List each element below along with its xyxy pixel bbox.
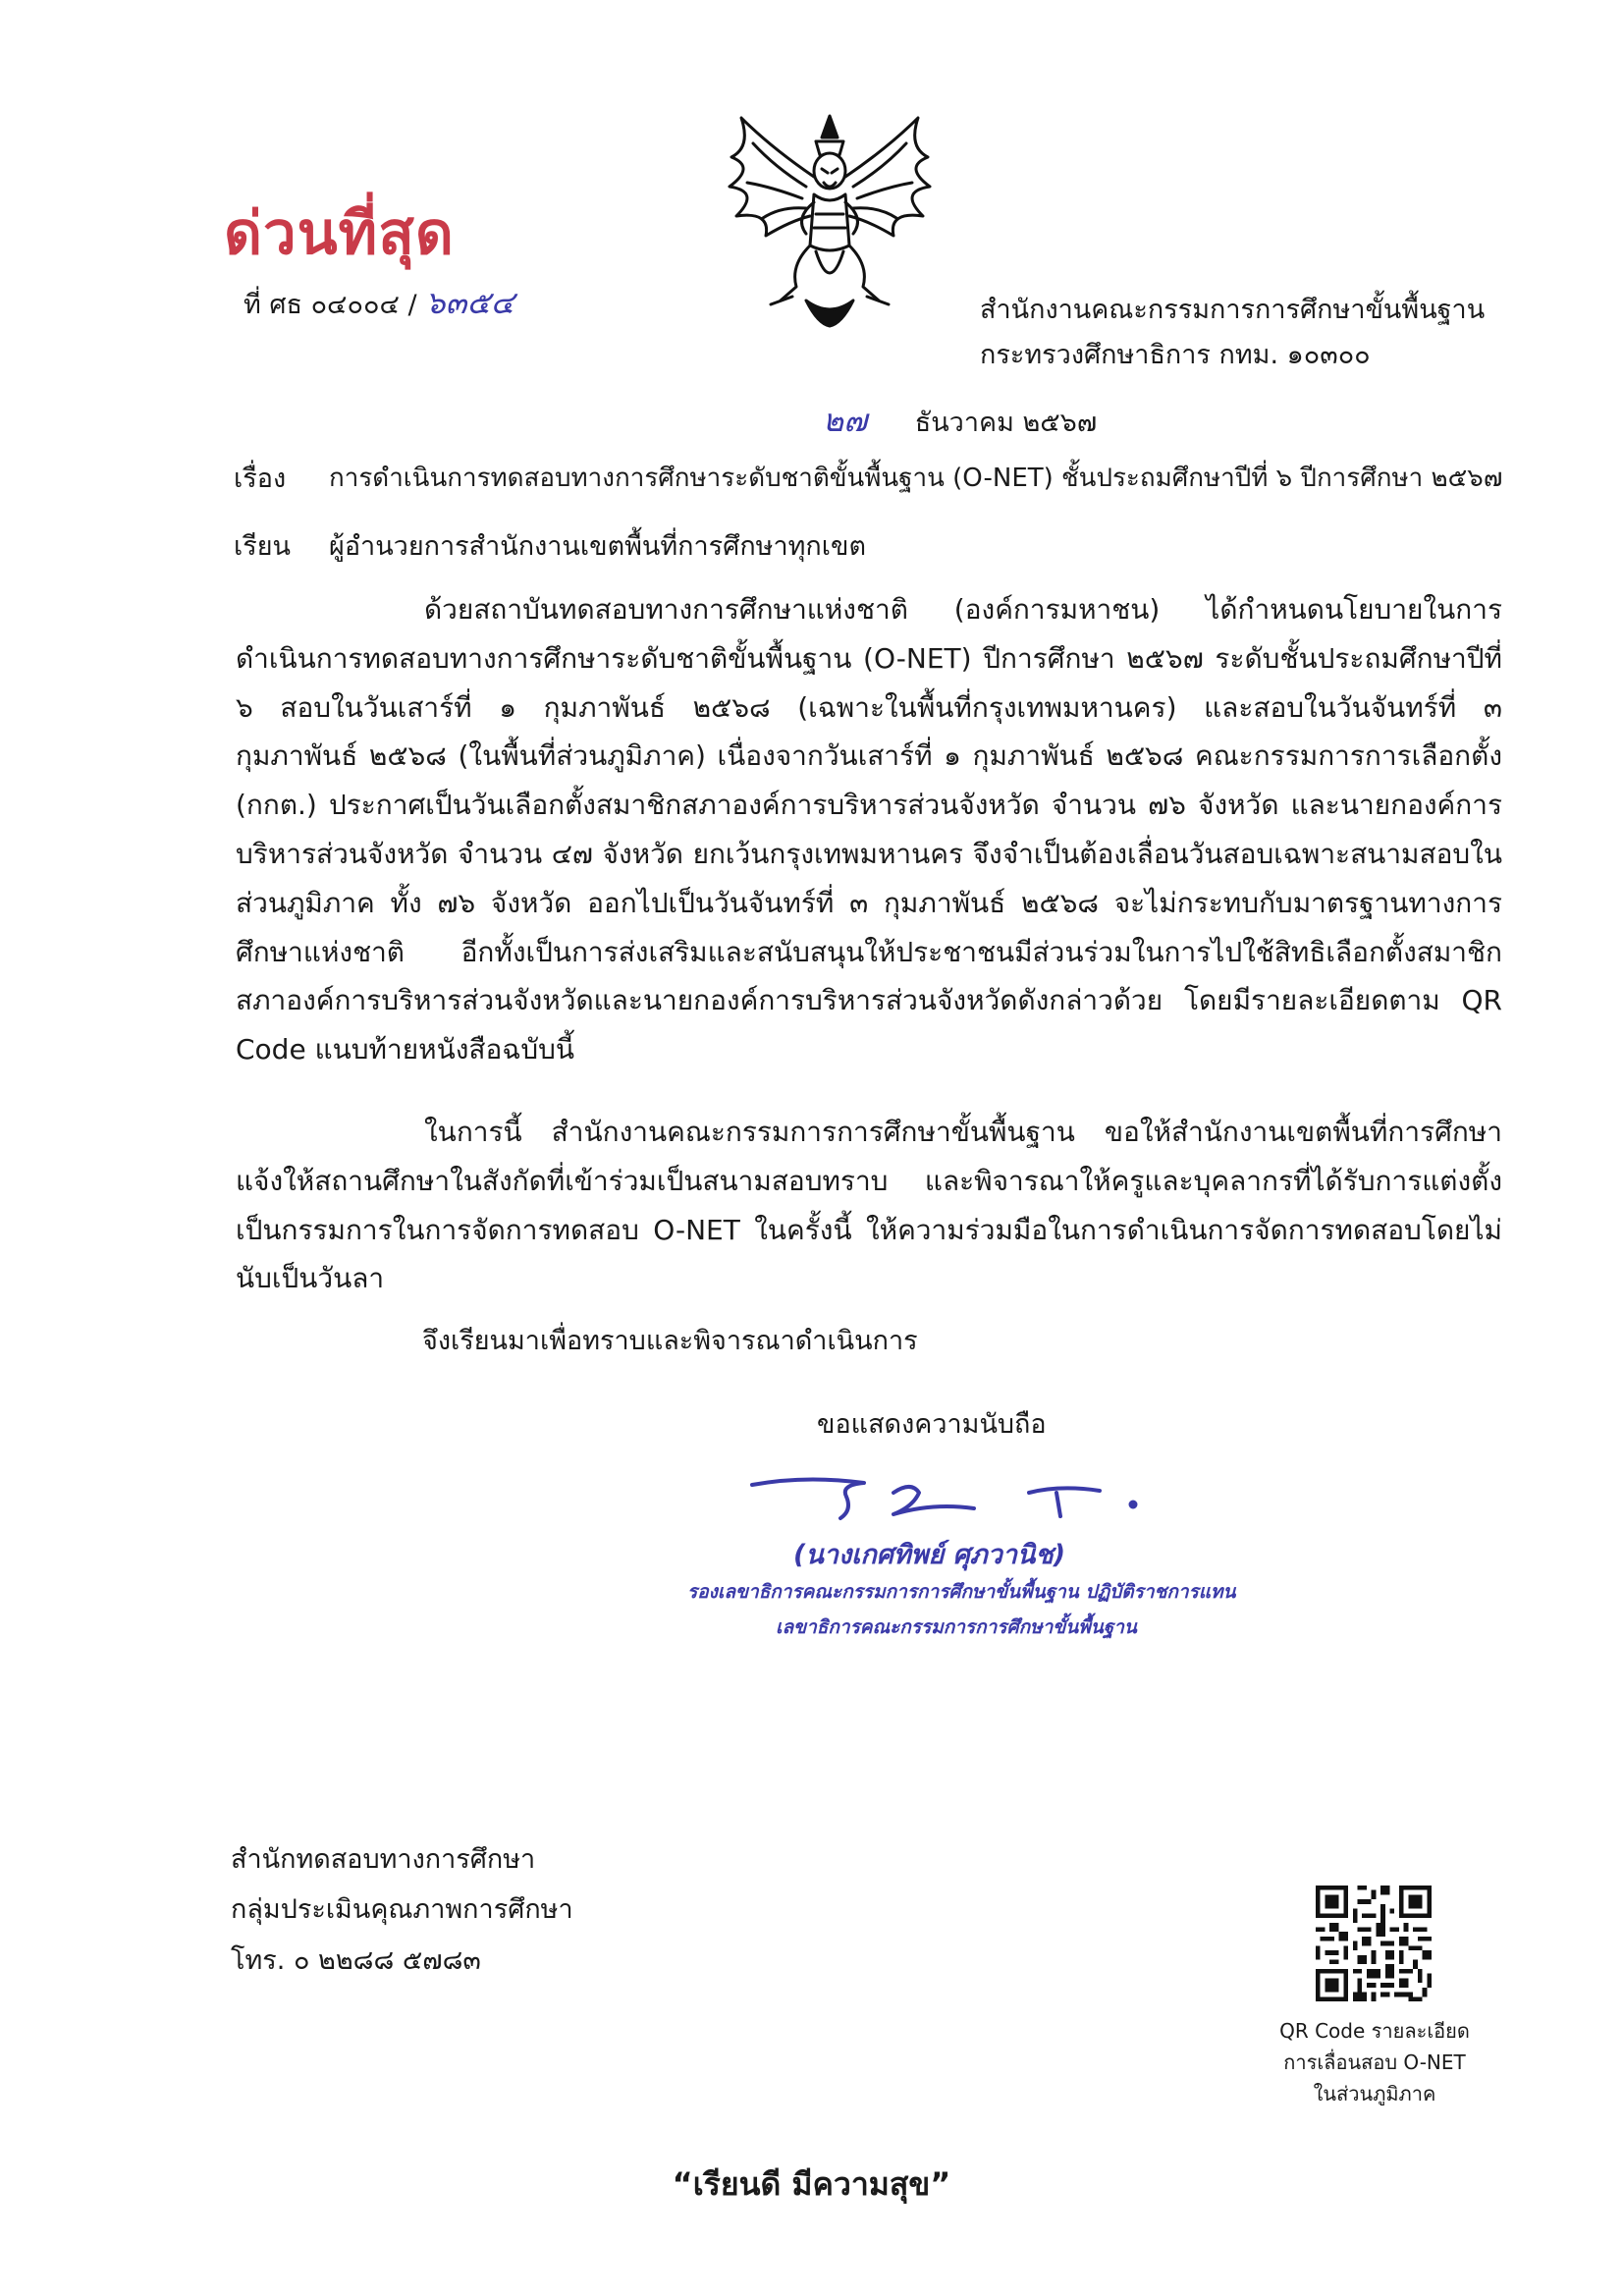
contact-office: สำนักทดสอบทางการศึกษา: [231, 1844, 536, 1875]
document-date: [823, 402, 1098, 439]
reference-number: [243, 284, 514, 321]
regards-line: ขอแสดงความนับถือ: [817, 1409, 1047, 1440]
signer-title-line-2: เลขาธิการคณะกรรมการการศึกษาขั้นพื้นฐาน: [776, 1616, 1137, 1638]
reference-prefix: ที่ ศธ ๐๔๐๐๔ /: [243, 290, 417, 320]
subject-text: การดำเนินการทดสอบทางการศึกษาระดับชาติขั้นพื้นฐาน (O-NET) ชั้นประถมศึกษาปีที่ ๖ ปีการศึกษา ๒๕๖๗: [329, 464, 1503, 493]
qr-caption-line-1: QR Code รายละเอียด: [1279, 2019, 1470, 2043]
sender-office-line-2: กระทรวงศึกษาธิการ กทม. ๑๐๓๐๐: [980, 340, 1371, 370]
handwritten-signature: [746, 1463, 1159, 1532]
urgency-stamp: ด่วนที่สุด: [224, 199, 455, 268]
date-day-handwritten: ๒๗: [823, 402, 868, 439]
subject-label: เรื่อง: [234, 464, 287, 494]
qr-code-icon[interactable]: [1316, 1886, 1432, 2001]
footer-motto: “เรียนดี มีความสุข”: [672, 2165, 951, 2203]
contact-group: กลุ่มประเมินคุณภาพการศึกษา: [231, 1894, 573, 1925]
recipient-label: เรียน: [234, 531, 292, 562]
body-paragraph-1: ด้วยสถาบันทดสอบทางการศึกษาแห่งชาติ (องค์การมหาชน) ได้กำหนดนโยบายในการดำเนินการทดสอบทางการศึกษาระดับชาติขั้นพื้นฐาน (O-NET) ปีการศึกษา ๒๕๖๗ ระดับชั้นประถมศึกษาปีที่ ๖ สอบในวันเสาร์ที่ ๑ กุมภาพันธ์ ๒๕๖๘ (เฉพาะในพื้นที่กรุงเทพมหานคร) และสอบในวันจันทร์ที่ ๓ กุมภาพันธ์ ๒๕๖๘ (ในพื้นที่ส่วนภูมิภาค) เนื่องจากวันเสาร์ที่ ๑ กุมภาพันธ์ ๒๕๖๘ คณะกรรมการการเลือกตั้ง (กกต.) ประกาศเป็นวันเลือกตั้งสมาชิกสภาองค์การบริหารส่วนจังหวัด จำนวน ๗๖ จังหวัด และนายกองค์การบริหารส่วนจังหวัด จำนวน ๔๗ จังหวัด ยกเว้นกรุงเทพมหานคร จึงจำเป็นต้องเลื่อนวันสอบเฉพาะสนามสอบในส่วนภูมิภาค ทั้ง ๗๖ จังหวัด ออกไปเป็นวันจันทร์ที่ ๓ กุมภาพันธ์ ๒๕๖๘ จะไม่กระทบกับมาตรฐานทางการศึกษาแห่งชาติ อีกทั้งเป็นการส่งเสริมและสนับสนุนให้ประชาชนมีส่วนร่วมในการไปใช้สิทธิเลือกตั้งสมาชิกสภาองค์การบริหารส่วนจังหวัดและนายกองค์การบริหารส่วนจังหวัดดังกล่าวด้วย โดยมีรายละเอียดตาม QR Code แนบท้ายหนังสือฉบับนี้: [236, 593, 1502, 1066]
qr-caption-line-3: ในส่วนภูมิภาค: [1313, 2082, 1436, 2105]
reference-handwritten-number: ๖๓๕๔: [425, 284, 514, 321]
body-paragraph-2: ในการนี้ สำนักงานคณะกรรมการการศึกษาขั้นพื้นฐาน ขอให้สำนักงานเขตพื้นที่การศึกษาแจ้งให้สถานศึกษาในสังกัดที่เข้าร่วมเป็นสนามสอบทราบ และพิจารณาให้ครูและบุคลากรที่ได้รับการแต่งตั้งเป็นกรรมการในการจัดการทดสอบ O-NET ในครั้งนี้ ให้ความร่วมมือในการดำเนินการจัดการทดสอบโดยไม่นับเป็นวันลา: [236, 1116, 1502, 1295]
closing-line: จึงเรียนมาเพื่อทราบและพิจารณาดำเนินการ: [422, 1326, 918, 1356]
recipient-text: ผู้อำนวยการสำนักงานเขตพื้นที่การศึกษาทุกเขต: [329, 531, 866, 562]
qr-caption-line-2: การเลื่อนสอบ O-NET: [1283, 2050, 1466, 2074]
contact-phone: โทร. ๐ ๒๒๘๘ ๕๗๘๓: [231, 1945, 481, 1976]
signer-name: (นางเกศทิพย์ ศุภวานิช): [793, 1540, 1066, 1570]
signer-title-line-1: รองเลขาธิการคณะกรรมการการศึกษาขั้นพื้นฐาน ปฏิบัติราชการแทน: [687, 1581, 1236, 1603]
garuda-emblem-icon: [712, 108, 947, 329]
sender-office-line-1: สำนักงานคณะกรรมการการศึกษาขั้นพื้นฐาน: [980, 295, 1486, 325]
date-month-year: ธันวาคม ๒๕๖๗: [914, 408, 1098, 438]
